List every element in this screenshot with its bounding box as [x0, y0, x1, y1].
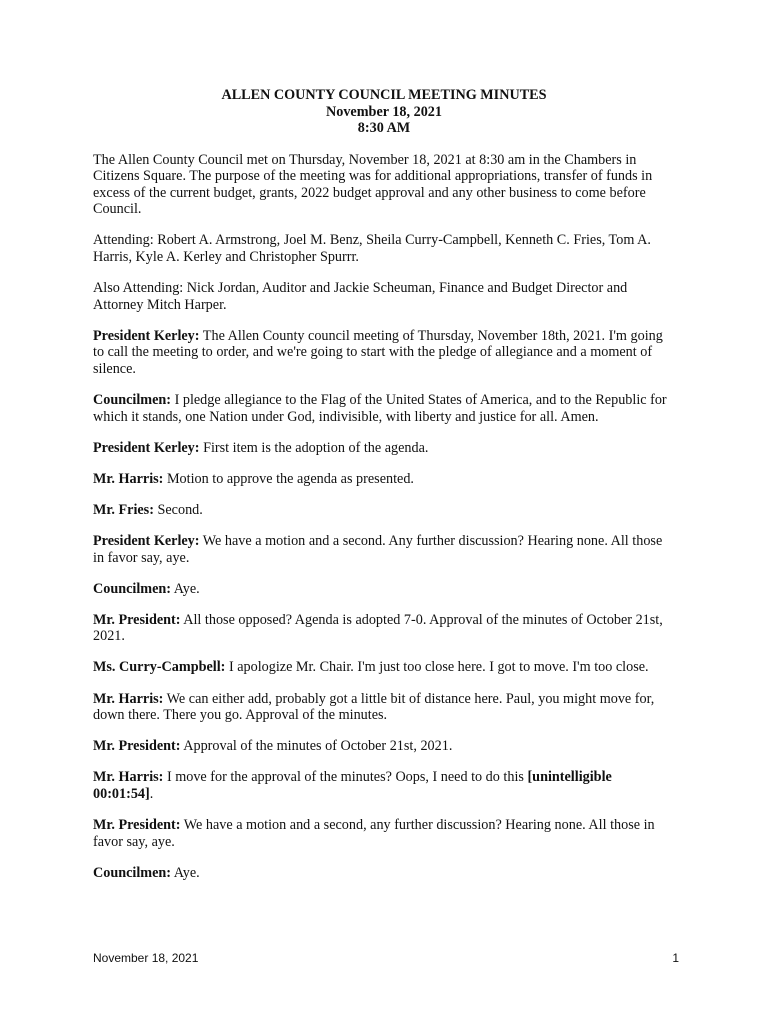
speaker-name: Mr. Fries:: [93, 501, 154, 518]
speaker-text: All those opposed? Agenda is adopted 7-0. Approval of the minutes of October 21st, 2021.: [93, 611, 663, 645]
speaker-name: Councilmen:: [93, 580, 172, 597]
speaker-name: Mr. Harris:: [93, 690, 164, 707]
speaker-text: Approval of the minutes of October 21st, 2021.: [180, 738, 453, 755]
dialogue-entry: [93, 612, 675, 645]
meeting-time: 8:30 AM: [357, 120, 411, 136]
speaker-text: Aye.: [171, 580, 200, 597]
speaker-text: Motion to approve the agenda as presented.: [163, 470, 414, 487]
speaker-name: President Kerley:: [93, 533, 200, 549]
document-heading: [93, 87, 675, 137]
speaker-name: Councilmen:: [93, 392, 172, 409]
speaker-name: Mr. President:: [93, 817, 181, 834]
speaker-text: Second.: [153, 501, 203, 518]
speaker-name: Mr. President:: [93, 611, 181, 628]
dialogue-entry: [93, 471, 675, 488]
speaker-name: Councilmen:: [93, 864, 172, 881]
speaker-text: We have a motion and a second, any further discussion? Hearing none. All those in favor say, aye.: [93, 817, 655, 850]
dialogue-entry: [93, 328, 675, 378]
speaker-text: I pledge allegiance to the Flag of the United States of America, and to the Republic for which it stands, one Nation under God, indivisible, with liberty and justice for all. Amen.: [93, 392, 667, 425]
speaker-name: President Kerley:: [93, 439, 200, 456]
dialogue-entry: [93, 440, 675, 457]
dialogue-entry: [93, 691, 675, 724]
speaker-name: Mr. Harris:: [93, 470, 164, 487]
speaker-name: Mr. Harris:: [93, 769, 164, 786]
unintelligible-note: [unintelligible 00:01:54]: [93, 769, 612, 802]
dialogue-entry: [93, 533, 675, 566]
speaker-text: We have a motion and a second. Any further discussion? Hearing none. All those in favor say, aye.: [93, 533, 663, 566]
speaker-text-end: .: [149, 785, 154, 802]
meeting-date: November 18, 2021: [326, 103, 442, 120]
speaker-text: The Allen County council meeting of Thursday, November 18th, 2021. I'm going to call the meeting to order, and we're going to start with the pledge of allegiance and a moment of silence.: [93, 327, 663, 377]
page-number: 1: [672, 951, 679, 965]
speaker-text: I apologize Mr. Chair. I'm just too close here. I got to move. I'm too close.: [225, 659, 649, 676]
speaker-text: First item is the adoption of the agenda.: [199, 439, 429, 456]
attendance-paragraph: Attending: Robert A. Armstrong, Joel M. Benz, Sheila Curry-Campbell, Kenneth C. Fries, Tom A. Harris, Kyle A. Kerley and Christopher Spurrr.: [93, 232, 651, 265]
speaker-name: Ms. Curry-Campbell:: [93, 659, 226, 676]
intro-paragraph: The Allen County Council met on Thursday, November 18, 2021 at 8:30 am in the Chambers in Citizens Square. The purpose of the meeting was for additional appropriations, transfer of funds in excess of the current budget, grants, 2022 budget approval and any other business to come before Council.: [93, 151, 653, 218]
speaker-name: President Kerley:: [93, 327, 200, 344]
dialogue-entry: [93, 659, 675, 676]
dialogue-entry: [93, 738, 675, 755]
also-attending-paragraph: Also Attending: Nick Jordan, Auditor and Jackie Scheuman, Finance and Budget Director and Attorney Mitch Harper.: [93, 280, 628, 313]
dialogue-entry: [93, 392, 675, 425]
dialogue-entry: [93, 817, 675, 850]
dialogue-entry: [93, 769, 675, 802]
speaker-text: Aye.: [171, 864, 200, 881]
footer-date: November 18, 2021: [93, 951, 199, 965]
speaker-text: We can either add, probably got a little bit of distance here. Paul, you might move for, down there. There you go. Approval of the minutes.: [93, 690, 655, 724]
dialogue-entry: [93, 581, 675, 598]
dialogue-entry: [93, 865, 675, 882]
speaker-name: Mr. President:: [93, 738, 181, 755]
speaker-text: I move for the approval of the minutes? Oops, I need to do this: [163, 769, 528, 786]
dialogue-entry: [93, 502, 675, 519]
document-title: ALLEN COUNTY COUNCIL MEETING MINUTES: [221, 87, 547, 103]
document-page: [93, 87, 675, 896]
